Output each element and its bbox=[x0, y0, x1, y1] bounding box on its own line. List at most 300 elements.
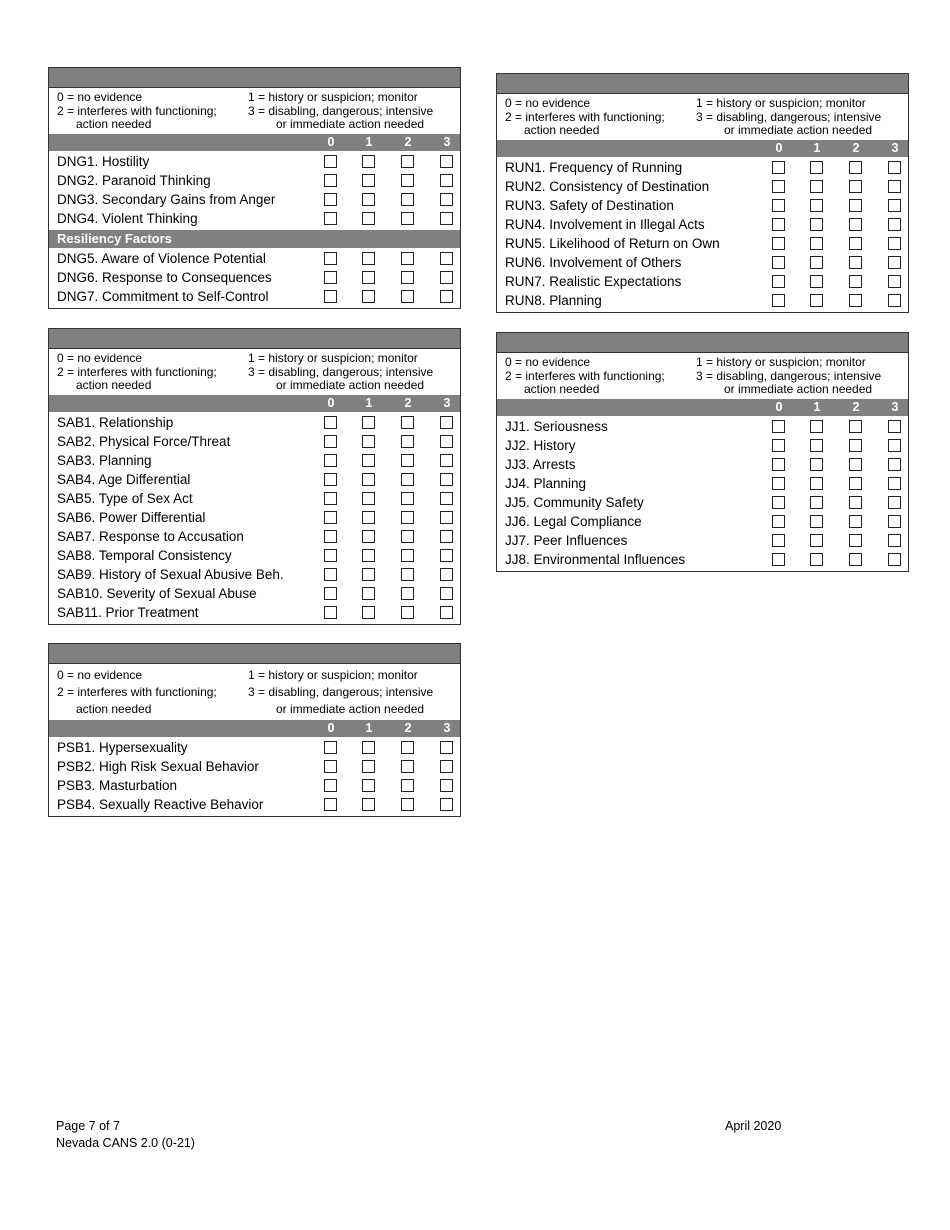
rating-item-row bbox=[497, 234, 908, 253]
rating-item-row bbox=[49, 209, 460, 228]
rating-item-row bbox=[49, 584, 460, 603]
panel-title-bar bbox=[49, 329, 460, 349]
item-list bbox=[49, 737, 460, 816]
score-2-checkbox[interactable] bbox=[849, 294, 862, 307]
panel-title-bar bbox=[497, 74, 908, 94]
score-2-checkbox[interactable] bbox=[849, 237, 862, 250]
score-1-checkbox[interactable] bbox=[362, 798, 375, 811]
score-2-checkbox[interactable] bbox=[401, 511, 414, 524]
score-0-checkbox[interactable] bbox=[324, 416, 337, 429]
rating-item-row bbox=[49, 546, 460, 565]
score-1-checkbox[interactable] bbox=[810, 161, 823, 174]
rating-item-row bbox=[497, 531, 908, 550]
score-2-checkbox[interactable] bbox=[401, 798, 414, 811]
score-0-checkbox[interactable] bbox=[324, 511, 337, 524]
run-panel bbox=[496, 73, 909, 313]
score-2-checkbox[interactable] bbox=[401, 252, 414, 265]
score-2-checkbox[interactable] bbox=[401, 193, 414, 206]
score-1-label: 1 bbox=[813, 399, 821, 414]
score-2-label: 2 bbox=[852, 399, 860, 414]
item-label: DNG3. Secondary Gains from Anger bbox=[57, 191, 276, 207]
score-3-checkbox[interactable] bbox=[440, 568, 453, 581]
score-1-checkbox[interactable] bbox=[810, 256, 823, 269]
jj-panel bbox=[496, 332, 909, 572]
legend-2-cont: action needed bbox=[524, 123, 600, 137]
score-2-checkbox[interactable] bbox=[849, 477, 862, 490]
rating-item-row bbox=[497, 215, 908, 234]
rating-item-row bbox=[49, 190, 460, 209]
score-2-checkbox[interactable] bbox=[401, 779, 414, 792]
item-label: DNG2. Paranoid Thinking bbox=[57, 172, 211, 188]
legend-2: 2 = interferes with functioning; bbox=[505, 368, 665, 383]
score-3-checkbox[interactable] bbox=[440, 473, 453, 486]
item-label: SAB9. History of Sexual Abusive Beh. bbox=[57, 566, 284, 582]
score-0-checkbox[interactable] bbox=[772, 199, 785, 212]
score-3-checkbox[interactable] bbox=[888, 553, 901, 566]
rating-legend bbox=[497, 94, 908, 140]
rating-item-row bbox=[49, 432, 460, 451]
item-label: SAB1. Relationship bbox=[57, 414, 174, 430]
item-label: SAB7. Response to Accusation bbox=[57, 528, 244, 544]
score-2-checkbox[interactable] bbox=[849, 496, 862, 509]
score-0-checkbox[interactable] bbox=[324, 606, 337, 619]
score-2-checkbox[interactable] bbox=[401, 271, 414, 284]
score-2-checkbox[interactable] bbox=[849, 256, 862, 269]
rating-item-row bbox=[49, 287, 460, 306]
score-header bbox=[497, 399, 908, 416]
score-0-checkbox[interactable] bbox=[772, 439, 785, 452]
panel-title-bar bbox=[49, 68, 460, 88]
rating-item-row bbox=[497, 196, 908, 215]
score-0-checkbox[interactable] bbox=[772, 420, 785, 433]
rating-item-row bbox=[49, 757, 460, 776]
legend-2: 2 = interferes with functioning; bbox=[57, 364, 217, 379]
score-0-checkbox[interactable] bbox=[772, 477, 785, 490]
score-3-checkbox[interactable] bbox=[888, 275, 901, 288]
score-3-checkbox[interactable] bbox=[440, 587, 453, 600]
score-1-checkbox[interactable] bbox=[810, 515, 823, 528]
score-0-checkbox[interactable] bbox=[772, 515, 785, 528]
score-3-checkbox[interactable] bbox=[440, 530, 453, 543]
rating-item-row bbox=[49, 470, 460, 489]
panel-title-bar bbox=[497, 333, 908, 353]
score-2-checkbox[interactable] bbox=[401, 454, 414, 467]
item-list bbox=[49, 248, 460, 308]
score-3-checkbox[interactable] bbox=[440, 416, 453, 429]
item-label: DNG5. Aware of Violence Potential bbox=[57, 250, 266, 266]
score-2-checkbox[interactable] bbox=[849, 458, 862, 471]
legend-1: 1 = history or suspicion; monitor bbox=[696, 96, 866, 110]
score-0-checkbox[interactable] bbox=[324, 530, 337, 543]
rating-item-row bbox=[49, 795, 460, 814]
legend-2-cont: action needed bbox=[524, 382, 600, 396]
score-2-checkbox[interactable] bbox=[401, 435, 414, 448]
score-1-checkbox[interactable] bbox=[810, 420, 823, 433]
item-label: SAB6. Power Differential bbox=[57, 509, 206, 525]
score-1-checkbox[interactable] bbox=[810, 294, 823, 307]
score-3-checkbox[interactable] bbox=[888, 458, 901, 471]
score-2-checkbox[interactable] bbox=[849, 218, 862, 231]
score-1-checkbox[interactable] bbox=[362, 174, 375, 187]
score-3-checkbox[interactable] bbox=[888, 180, 901, 193]
rating-item-row bbox=[49, 152, 460, 171]
item-label: JJ6. Legal Compliance bbox=[505, 513, 642, 529]
item-label: DNG4. Violent Thinking bbox=[57, 210, 198, 226]
rating-item-row bbox=[497, 550, 908, 569]
score-3-checkbox[interactable] bbox=[440, 252, 453, 265]
score-0-checkbox[interactable] bbox=[324, 760, 337, 773]
score-2-checkbox[interactable] bbox=[401, 155, 414, 168]
score-0-label: 0 bbox=[775, 140, 783, 155]
score-header bbox=[49, 720, 460, 737]
score-1-checkbox[interactable] bbox=[810, 477, 823, 490]
score-0-checkbox[interactable] bbox=[772, 237, 785, 250]
score-0-checkbox[interactable] bbox=[772, 553, 785, 566]
score-0-label: 0 bbox=[327, 721, 335, 735]
legend-3-cont: or immediate action needed bbox=[723, 123, 873, 137]
score-2-checkbox[interactable] bbox=[401, 290, 414, 303]
item-label: JJ4. Planning bbox=[505, 475, 587, 491]
panel-title-bar bbox=[49, 644, 460, 664]
score-2-checkbox[interactable] bbox=[401, 416, 414, 429]
score-3-checkbox[interactable] bbox=[440, 492, 453, 505]
score-1-checkbox[interactable] bbox=[810, 496, 823, 509]
score-0-checkbox[interactable] bbox=[772, 256, 785, 269]
score-3-checkbox[interactable] bbox=[440, 454, 453, 467]
score-2-checkbox[interactable] bbox=[849, 439, 862, 452]
score-1-checkbox[interactable] bbox=[362, 741, 375, 754]
score-0-checkbox[interactable] bbox=[772, 161, 785, 174]
item-label: JJ5. Community Safety bbox=[505, 494, 644, 510]
score-0-checkbox[interactable] bbox=[324, 798, 337, 811]
rating-item-row bbox=[497, 253, 908, 272]
score-3-label: 3 bbox=[443, 134, 451, 149]
score-1-label: 1 bbox=[365, 721, 373, 735]
legend-0: 0 = no evidence bbox=[505, 355, 591, 369]
rating-item-row bbox=[49, 413, 460, 432]
legend-2-cont: action needed bbox=[76, 702, 152, 716]
item-label: JJ2. History bbox=[505, 437, 576, 453]
legend-1: 1 = history or suspicion; monitor bbox=[696, 355, 866, 369]
legend-3-cont: or immediate action needed bbox=[723, 382, 873, 396]
item-list bbox=[497, 416, 908, 571]
score-3-checkbox[interactable] bbox=[888, 439, 901, 452]
rating-legend bbox=[49, 349, 460, 395]
score-1-checkbox[interactable] bbox=[362, 587, 375, 600]
score-2-checkbox[interactable] bbox=[401, 174, 414, 187]
score-1-checkbox[interactable] bbox=[362, 492, 375, 505]
score-0-checkbox[interactable] bbox=[772, 218, 785, 231]
legend-2: 2 = interferes with functioning; bbox=[505, 109, 665, 124]
score-0-checkbox[interactable] bbox=[324, 473, 337, 486]
legend-1: 1 = history or suspicion; monitor bbox=[248, 351, 418, 365]
rating-item-row bbox=[49, 603, 460, 622]
item-label: RUN2. Consistency of Destination bbox=[505, 178, 710, 194]
score-2-checkbox[interactable] bbox=[849, 553, 862, 566]
legend-1: 1 = history or suspicion; monitor bbox=[248, 668, 418, 682]
item-label: PSB4. Sexually Reactive Behavior bbox=[57, 797, 264, 812]
item-list bbox=[49, 412, 460, 624]
score-3-checkbox[interactable] bbox=[440, 155, 453, 168]
score-2-checkbox[interactable] bbox=[849, 161, 862, 174]
score-0-checkbox[interactable] bbox=[772, 294, 785, 307]
score-1-checkbox[interactable] bbox=[362, 549, 375, 562]
legend-2-cont: action needed bbox=[76, 117, 152, 131]
footer-left bbox=[56, 1118, 195, 1152]
score-1-checkbox[interactable] bbox=[362, 606, 375, 619]
score-2-checkbox[interactable] bbox=[849, 534, 862, 547]
score-1-checkbox[interactable] bbox=[810, 458, 823, 471]
rating-item-row bbox=[49, 565, 460, 584]
score-1-checkbox[interactable] bbox=[810, 275, 823, 288]
item-label: JJ1. Seriousness bbox=[505, 418, 608, 434]
score-2-checkbox[interactable] bbox=[401, 549, 414, 562]
item-list bbox=[49, 151, 460, 230]
score-3-checkbox[interactable] bbox=[888, 161, 901, 174]
rating-item-row bbox=[497, 272, 908, 291]
legend-3: 3 = disabling, dangerous; intensive bbox=[696, 109, 882, 124]
score-0-checkbox[interactable] bbox=[324, 549, 337, 562]
score-1-checkbox[interactable] bbox=[362, 760, 375, 773]
score-2-checkbox[interactable] bbox=[849, 180, 862, 193]
score-2-checkbox[interactable] bbox=[401, 568, 414, 581]
item-label: SAB5. Type of Sex Act bbox=[57, 490, 193, 506]
score-0-checkbox[interactable] bbox=[772, 496, 785, 509]
rating-item-row bbox=[49, 249, 460, 268]
score-2-checkbox[interactable] bbox=[401, 587, 414, 600]
score-1-checkbox[interactable] bbox=[362, 271, 375, 284]
score-3-label: 3 bbox=[443, 395, 451, 410]
item-label: RUN7. Realistic Expectations bbox=[505, 273, 682, 289]
score-3-checkbox[interactable] bbox=[440, 741, 453, 754]
score-2-checkbox[interactable] bbox=[849, 515, 862, 528]
item-list bbox=[497, 157, 908, 312]
dng-panel bbox=[48, 67, 461, 309]
score-0-checkbox[interactable] bbox=[324, 435, 337, 448]
item-label: SAB8. Temporal Consistency bbox=[57, 547, 232, 563]
legend-0: 0 = no evidence bbox=[57, 90, 143, 104]
legend-1: 1 = history or suspicion; monitor bbox=[248, 90, 418, 104]
item-label: RUN1. Frequency of Running bbox=[505, 159, 683, 175]
score-3-checkbox[interactable] bbox=[440, 549, 453, 562]
score-1-checkbox[interactable] bbox=[362, 473, 375, 486]
score-3-checkbox[interactable] bbox=[440, 798, 453, 811]
score-3-checkbox[interactable] bbox=[440, 193, 453, 206]
score-3-checkbox[interactable] bbox=[440, 606, 453, 619]
rating-item-row bbox=[497, 158, 908, 177]
legend-3: 3 = disabling, dangerous; intensive bbox=[248, 364, 434, 379]
item-label: SAB11. Prior Treatment bbox=[57, 604, 199, 620]
score-0-checkbox[interactable] bbox=[324, 271, 337, 284]
rating-legend bbox=[49, 664, 460, 720]
document-title: Nevada CANS 2.0 (0-21) bbox=[56, 1136, 195, 1150]
footer-date: April 2020 bbox=[725, 1119, 782, 1133]
rating-item-row bbox=[49, 508, 460, 527]
score-1-checkbox[interactable] bbox=[810, 553, 823, 566]
score-3-checkbox[interactable] bbox=[888, 199, 901, 212]
rating-item-row bbox=[497, 512, 908, 531]
score-3-checkbox[interactable] bbox=[440, 511, 453, 524]
score-2-checkbox[interactable] bbox=[849, 199, 862, 212]
score-3-checkbox[interactable] bbox=[888, 515, 901, 528]
rating-item-row bbox=[49, 738, 460, 757]
score-3-label: 3 bbox=[891, 140, 899, 155]
score-1-checkbox[interactable] bbox=[362, 511, 375, 524]
score-0-checkbox[interactable] bbox=[324, 454, 337, 467]
score-2-checkbox[interactable] bbox=[401, 741, 414, 754]
score-1-label: 1 bbox=[365, 134, 373, 149]
item-label: RUN4. Involvement in Illegal Acts bbox=[505, 216, 705, 232]
score-header bbox=[49, 134, 460, 151]
score-0-checkbox[interactable] bbox=[324, 492, 337, 505]
rating-item-row bbox=[497, 474, 908, 493]
item-label: DNG6. Response to Consequences bbox=[57, 269, 272, 285]
item-label: SAB3. Planning bbox=[57, 452, 152, 468]
legend-0: 0 = no evidence bbox=[57, 351, 143, 365]
score-1-checkbox[interactable] bbox=[362, 155, 375, 168]
rating-item-row bbox=[49, 451, 460, 470]
legend-3-cont: or immediate action needed bbox=[275, 702, 425, 716]
score-0-checkbox[interactable] bbox=[324, 290, 337, 303]
score-2-checkbox[interactable] bbox=[401, 760, 414, 773]
score-1-checkbox[interactable] bbox=[810, 218, 823, 231]
score-0-checkbox[interactable] bbox=[324, 779, 337, 792]
score-3-checkbox[interactable] bbox=[440, 290, 453, 303]
page-number: Page 7 of 7 bbox=[56, 1119, 120, 1133]
rating-item-row bbox=[497, 493, 908, 512]
score-0-checkbox[interactable] bbox=[324, 212, 337, 225]
score-1-checkbox[interactable] bbox=[362, 290, 375, 303]
rating-item-row bbox=[497, 417, 908, 436]
score-3-checkbox[interactable] bbox=[888, 477, 901, 490]
score-3-checkbox[interactable] bbox=[888, 218, 901, 231]
score-1-checkbox[interactable] bbox=[362, 530, 375, 543]
score-0-checkbox[interactable] bbox=[772, 458, 785, 471]
score-1-checkbox[interactable] bbox=[362, 454, 375, 467]
item-label: SAB2. Physical Force/Threat bbox=[57, 433, 231, 449]
score-3-checkbox[interactable] bbox=[440, 271, 453, 284]
item-label: SAB4. Age Differential bbox=[57, 471, 191, 487]
score-1-checkbox[interactable] bbox=[362, 779, 375, 792]
score-3-label: 3 bbox=[891, 399, 899, 414]
score-0-checkbox[interactable] bbox=[324, 252, 337, 265]
score-3-checkbox[interactable] bbox=[440, 435, 453, 448]
score-0-label: 0 bbox=[327, 395, 335, 410]
item-label: RUN5. Likelihood of Return on Own bbox=[505, 235, 720, 251]
score-3-checkbox[interactable] bbox=[440, 174, 453, 187]
psb-panel bbox=[48, 643, 461, 817]
score-1-checkbox[interactable] bbox=[362, 435, 375, 448]
rating-item-row bbox=[49, 776, 460, 795]
score-0-checkbox[interactable] bbox=[324, 155, 337, 168]
score-2-checkbox[interactable] bbox=[849, 275, 862, 288]
item-label: RUN6. Involvement of Others bbox=[505, 254, 682, 270]
item-label: DNG7. Commitment to Self-Control bbox=[57, 288, 269, 304]
score-1-checkbox[interactable] bbox=[810, 199, 823, 212]
score-0-label: 0 bbox=[775, 399, 783, 414]
legend-3: 3 = disabling, dangerous; intensive bbox=[696, 368, 882, 383]
score-3-checkbox[interactable] bbox=[888, 256, 901, 269]
score-0-checkbox[interactable] bbox=[772, 275, 785, 288]
rating-item-row bbox=[49, 268, 460, 287]
score-header bbox=[497, 140, 908, 157]
score-0-checkbox[interactable] bbox=[772, 534, 785, 547]
score-3-checkbox[interactable] bbox=[440, 212, 453, 225]
score-2-checkbox[interactable] bbox=[849, 420, 862, 433]
score-3-checkbox[interactable] bbox=[440, 779, 453, 792]
legend-3: 3 = disabling, dangerous; intensive bbox=[248, 103, 434, 118]
item-label: DNG1. Hostility bbox=[57, 153, 150, 169]
item-label: JJ8. Environmental Influences bbox=[505, 551, 686, 567]
item-label: SAB10. Severity of Sexual Abuse bbox=[57, 585, 257, 601]
legend-3-cont: or immediate action needed bbox=[275, 117, 425, 131]
score-1-checkbox[interactable] bbox=[810, 180, 823, 193]
score-1-checkbox[interactable] bbox=[362, 193, 375, 206]
score-3-checkbox[interactable] bbox=[440, 760, 453, 773]
score-3-checkbox[interactable] bbox=[888, 237, 901, 250]
rating-item-row bbox=[49, 171, 460, 190]
score-3-checkbox[interactable] bbox=[888, 496, 901, 509]
score-1-label: 1 bbox=[813, 140, 821, 155]
score-2-checkbox[interactable] bbox=[401, 606, 414, 619]
score-1-checkbox[interactable] bbox=[362, 568, 375, 581]
score-3-checkbox[interactable] bbox=[888, 534, 901, 547]
score-0-label: 0 bbox=[327, 134, 335, 149]
rating-item-row bbox=[49, 527, 460, 546]
score-3-checkbox[interactable] bbox=[888, 420, 901, 433]
item-label: PSB1. Hypersexuality bbox=[57, 740, 188, 755]
score-0-checkbox[interactable] bbox=[324, 193, 337, 206]
score-2-checkbox[interactable] bbox=[401, 530, 414, 543]
rating-item-row bbox=[497, 455, 908, 474]
score-0-checkbox[interactable] bbox=[324, 174, 337, 187]
section-header: Resiliency Factors bbox=[49, 230, 460, 248]
score-0-checkbox[interactable] bbox=[324, 568, 337, 581]
legend-3-cont: or immediate action needed bbox=[275, 378, 425, 392]
score-1-checkbox[interactable] bbox=[362, 416, 375, 429]
item-label: PSB2. High Risk Sexual Behavior bbox=[57, 759, 259, 774]
item-label: JJ7. Peer Influences bbox=[505, 532, 628, 548]
rating-item-row bbox=[497, 436, 908, 455]
legend-2: 2 = interferes with functioning; bbox=[57, 103, 217, 118]
score-1-checkbox[interactable] bbox=[810, 534, 823, 547]
score-1-checkbox[interactable] bbox=[362, 212, 375, 225]
score-1-label: 1 bbox=[365, 395, 373, 410]
score-3-label: 3 bbox=[443, 721, 451, 735]
item-label: PSB3. Masturbation bbox=[57, 778, 178, 793]
score-0-checkbox[interactable] bbox=[324, 587, 337, 600]
score-1-checkbox[interactable] bbox=[810, 237, 823, 250]
score-header bbox=[49, 395, 460, 412]
score-2-label: 2 bbox=[404, 395, 412, 410]
score-0-checkbox[interactable] bbox=[324, 741, 337, 754]
score-2-label: 2 bbox=[404, 721, 412, 735]
score-2-label: 2 bbox=[852, 140, 860, 155]
score-1-checkbox[interactable] bbox=[810, 439, 823, 452]
score-0-checkbox[interactable] bbox=[772, 180, 785, 193]
score-2-checkbox[interactable] bbox=[401, 473, 414, 486]
rating-item-row bbox=[497, 177, 908, 196]
item-label: RUN3. Safety of Destination bbox=[505, 197, 674, 213]
score-1-checkbox[interactable] bbox=[362, 252, 375, 265]
score-2-checkbox[interactable] bbox=[401, 492, 414, 505]
item-label: RUN8. Planning bbox=[505, 292, 602, 308]
rating-item-row bbox=[497, 291, 908, 310]
score-2-checkbox[interactable] bbox=[401, 212, 414, 225]
score-3-checkbox[interactable] bbox=[888, 294, 901, 307]
rating-legend bbox=[497, 353, 908, 399]
sab-panel bbox=[48, 328, 461, 625]
